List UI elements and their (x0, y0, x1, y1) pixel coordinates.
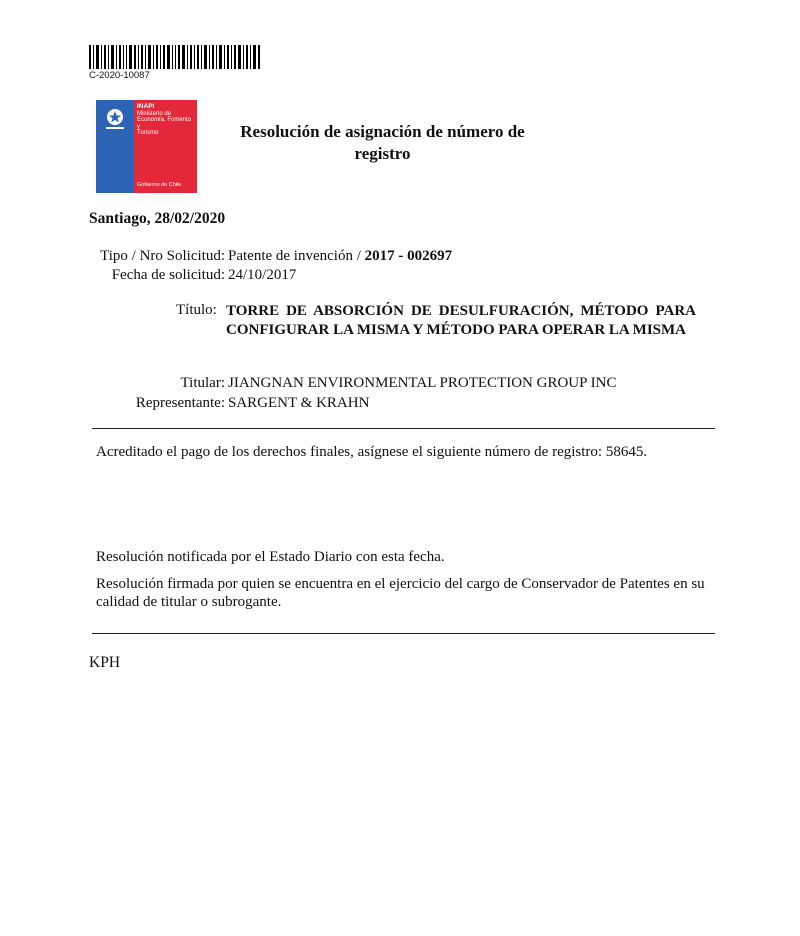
coat-of-arms-icon (96, 100, 134, 140)
barcode-code: C-2020-10087 (89, 70, 150, 81)
titular-value: JIANGNAN ENVIRONMENTAL PROTECTION GROUP INC (228, 375, 617, 391)
fecha-value: 24/10/2017 (228, 267, 297, 283)
document-title-line: registro (354, 144, 411, 163)
logo-ministry-line: Turismo (137, 130, 159, 136)
tipo-label: Tipo / Nro Solicitud: (100, 248, 225, 264)
document-title (200, 121, 565, 165)
representante-label: Representante: (135, 395, 225, 411)
divider (92, 428, 715, 429)
inapi-logo (96, 100, 197, 193)
tipo-value: Patente de invención / (228, 248, 365, 264)
barcode (89, 45, 261, 69)
document-title-line: Resolución de asignación de número de (240, 122, 525, 141)
titular-label: Titular: (180, 375, 225, 391)
logo-government: Gobierno de Chile (137, 182, 182, 188)
logo-ministry-line: Economía, Fomento y (137, 117, 192, 130)
titulo-value: TORRE DE ABSORCIÓN DE DESULFURACIÓN, MÉTODO PARA CONFIGURAR LA MISMA Y MÉTODO PARA OPERAR LA MISMA (226, 303, 696, 338)
place-date: Santiago, 28/02/2020 (89, 210, 226, 227)
representante-row (0, 395, 369, 412)
signed-paragraph: Resolución firmada por quien se encuentra en el ejercicio del cargo de Conservador de Patentes en su calidad de titular o subrogante. (96, 576, 705, 610)
logo-brand: INAPI (137, 103, 155, 110)
notified-paragraph: Resolución notificada por el Estado Diario con esta fecha. (96, 549, 445, 565)
fecha-label: Fecha de solicitud: (111, 267, 225, 283)
logo-text (137, 104, 193, 137)
payment-paragraph: Acreditado el pago de los derechos finales, asígnese el siguiente número de registro: 58645. (96, 444, 648, 460)
initials: KPH (89, 654, 121, 671)
titular-row (0, 375, 617, 392)
nro-value: 2017 - 002697 (364, 248, 453, 264)
fecha-row (0, 267, 296, 284)
titulo-label: Título: (176, 302, 217, 318)
logo-ministry-line: Ministerio de (137, 110, 172, 117)
representante-value: SARGENT & KRAHN (228, 395, 370, 411)
tipo-row (0, 248, 452, 265)
divider (92, 633, 715, 634)
